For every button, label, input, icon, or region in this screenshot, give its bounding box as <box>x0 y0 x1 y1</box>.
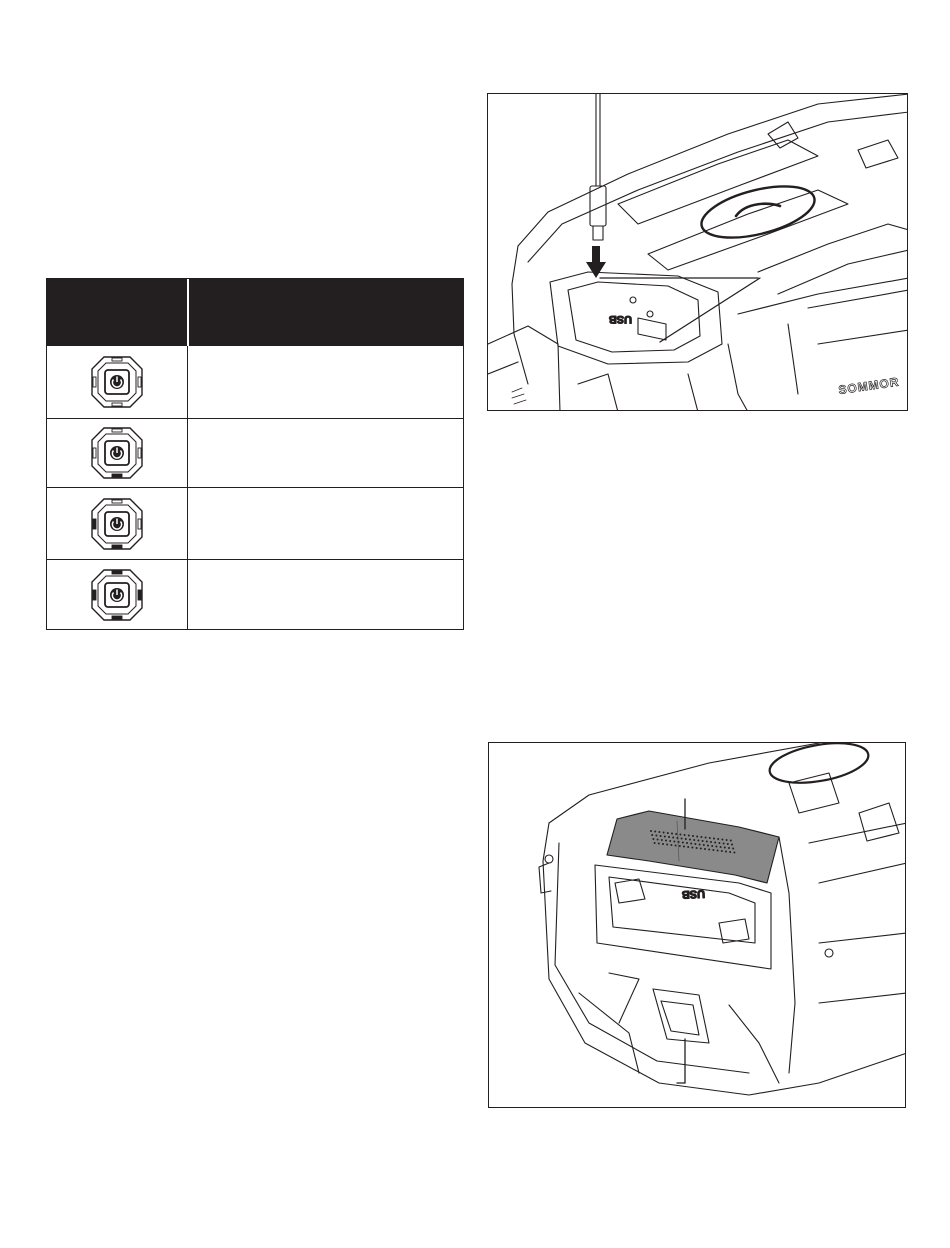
table-row <box>47 560 463 630</box>
figure-usb-cover <box>488 742 906 1108</box>
battery-indicator-icon <box>47 419 187 487</box>
indicator-segment <box>112 616 122 619</box>
indicator-segment <box>112 403 122 406</box>
indicator-segment <box>112 571 122 574</box>
indicator-segment <box>138 377 141 387</box>
indicator-segment <box>112 500 122 503</box>
table-header-indicator <box>47 279 187 346</box>
indicator-segment <box>93 377 96 387</box>
vent-hatching <box>512 388 526 404</box>
table-row <box>47 419 463 487</box>
indicator-segment <box>112 474 122 477</box>
battery-indicator-icon <box>47 560 187 630</box>
indicator-segment <box>93 519 96 529</box>
brand-label: SOMMOR <box>837 374 901 398</box>
row-description <box>199 346 455 418</box>
indicator-segment <box>138 590 141 600</box>
row-description <box>199 419 455 487</box>
usb-cable <box>590 94 606 240</box>
indicator-segment <box>138 448 141 458</box>
charge-level-table <box>46 278 464 630</box>
battery-front-illustration <box>489 743 906 1108</box>
battery-indicator-icon <box>47 488 187 559</box>
table-header-description <box>189 279 463 346</box>
indicator-segment <box>93 590 96 600</box>
table-row <box>47 488 463 559</box>
row-description <box>199 488 455 559</box>
figure-usb-insertion <box>487 93 908 411</box>
indicator-segment <box>112 358 122 361</box>
indicator-segment <box>138 519 141 529</box>
usb-port-label: USB <box>608 313 632 325</box>
callout-line <box>660 278 760 342</box>
indicator-segment <box>112 545 122 548</box>
table-header <box>47 279 463 346</box>
row-description <box>199 560 455 630</box>
usb-port-label: USB <box>681 887 706 901</box>
indicator-segment <box>112 429 122 432</box>
battery-top-illustration <box>488 94 908 411</box>
indicator-segment <box>93 448 96 458</box>
table-row <box>47 346 463 418</box>
battery-indicator-icon <box>47 346 187 418</box>
